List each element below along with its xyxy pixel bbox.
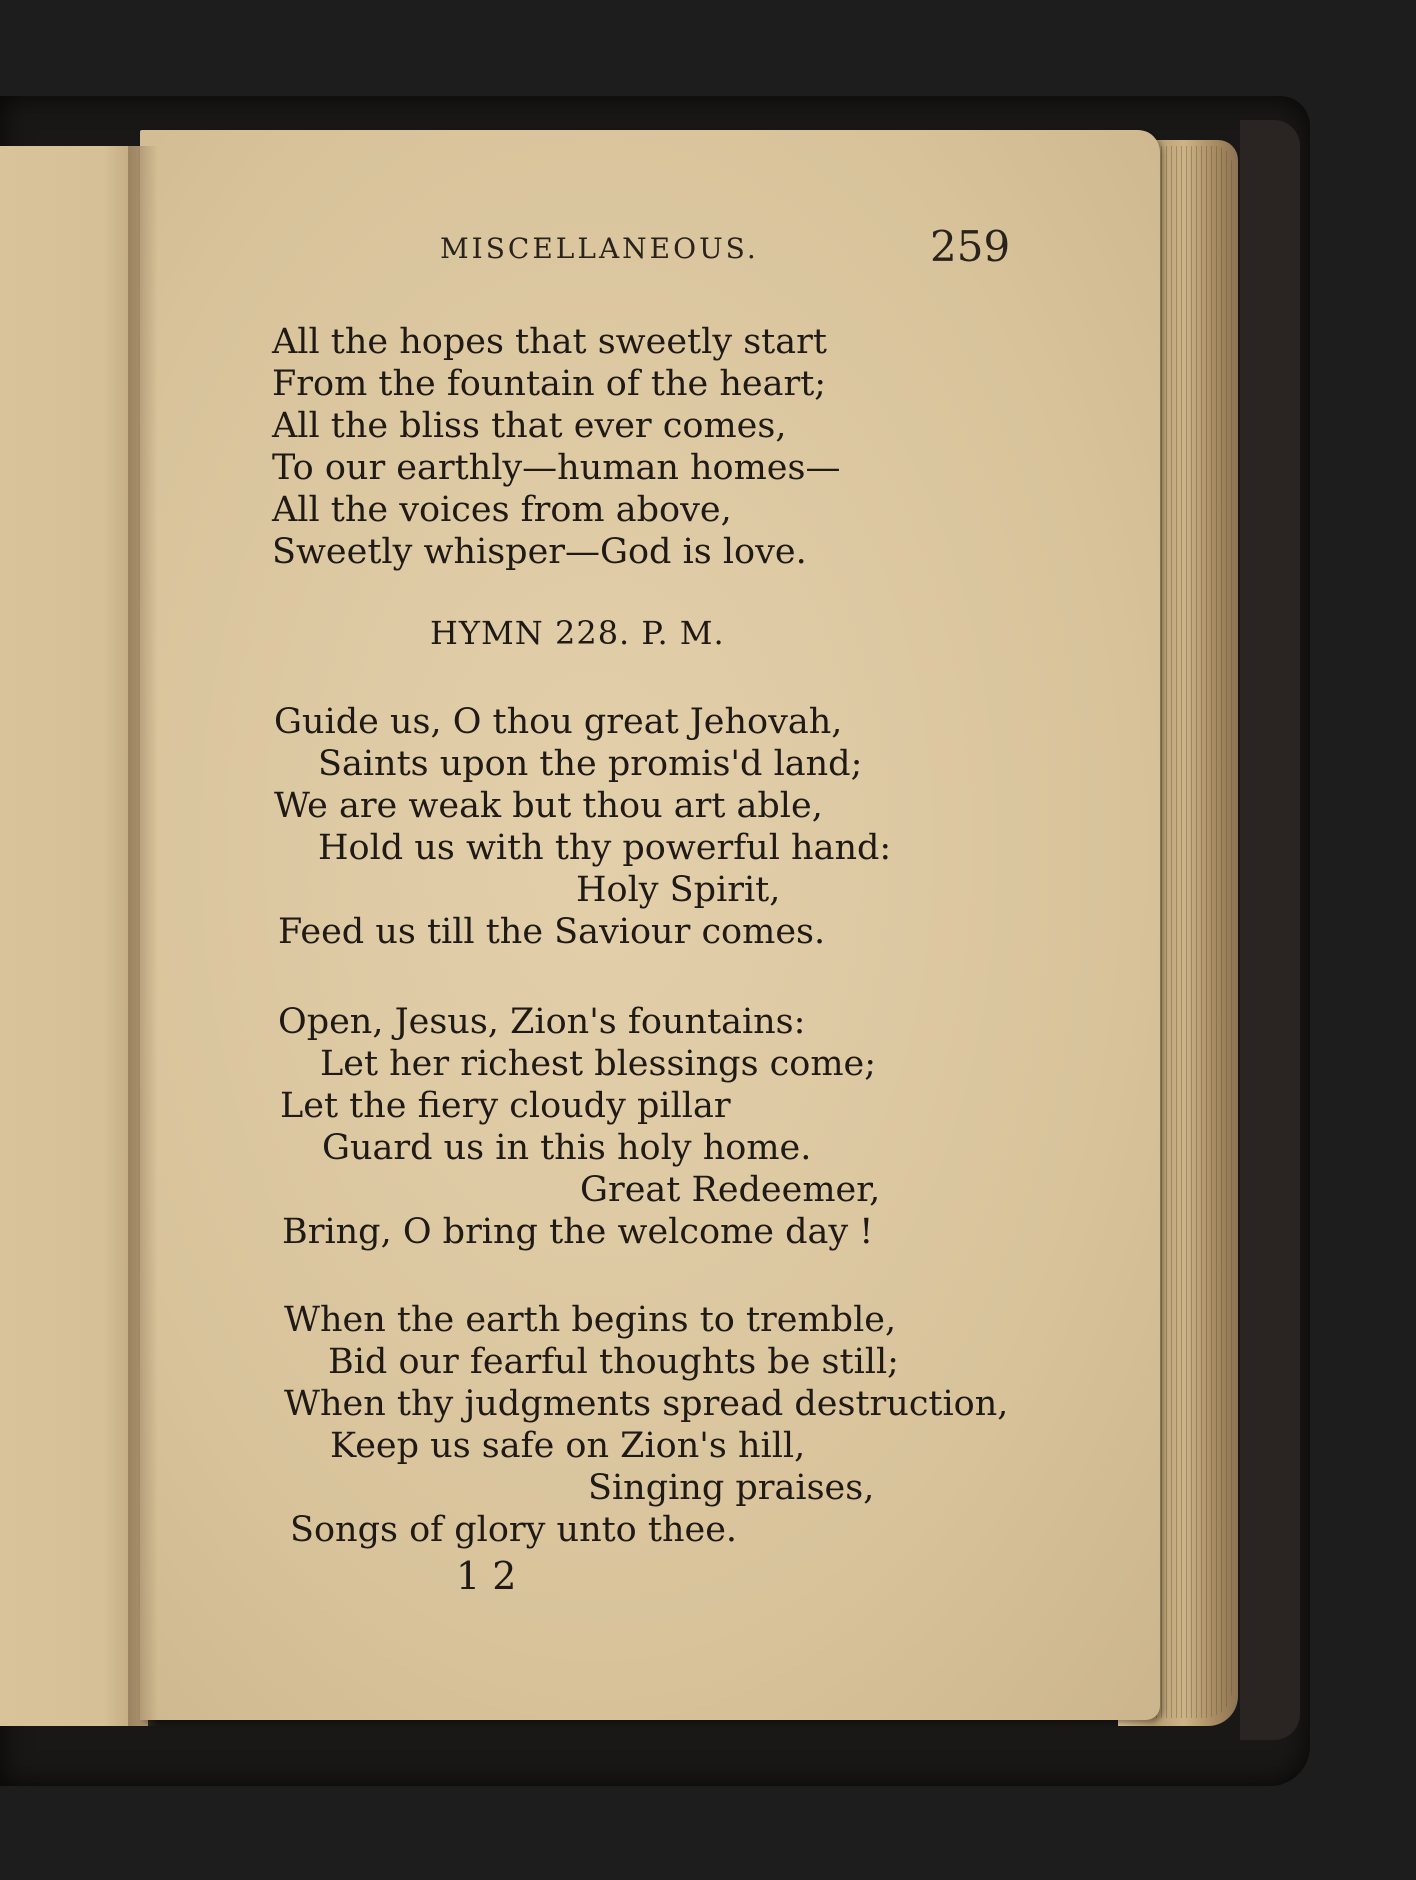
stanza-line: When the earth begins to tremble, [284, 1300, 897, 1340]
stanza-line: Bring, O bring the welcome day ! [282, 1212, 874, 1252]
stanza-line: Feed us till the Saviour comes. [278, 912, 826, 952]
stanza-line: Let the fiery cloudy pillar [280, 1086, 731, 1126]
book-spine-edge [1240, 120, 1300, 1740]
stanza-line: Songs of glory unto thee. [290, 1510, 738, 1550]
stanza-line: When thy judgments spread destruction, [284, 1384, 1009, 1424]
stanza-line: Singing praises, [588, 1468, 875, 1508]
running-header: MISCELLANEOUS. [440, 232, 759, 265]
stanza-line: Saints upon the promis'd land; [318, 744, 863, 784]
stanza-line: Let her richest blessings come; [320, 1044, 877, 1084]
intro-line: All the voices from above, [272, 490, 732, 530]
page-gutter-shadow [128, 146, 158, 1726]
stanza-line: Open, Jesus, Zion's fountains: [278, 1002, 806, 1042]
stanza-line: We are weak but thou art able, [274, 786, 823, 826]
intro-line: From the fountain of the heart; [272, 364, 827, 404]
stanza-line: Bid our fearful thoughts be still; [328, 1342, 899, 1382]
stanza-line: Great Redeemer, [580, 1170, 881, 1210]
intro-line: Sweetly whisper—God is love. [272, 532, 807, 572]
hymn-title: HYMN 228. P. M. [430, 614, 725, 652]
stanza-line: Keep us safe on Zion's hill, [330, 1426, 806, 1466]
page-number: 259 [930, 222, 1011, 271]
stanza-line: Guide us, O thou great Jehovah, [274, 702, 843, 742]
facing-page [0, 146, 148, 1726]
intro-line: To our earthly—human homes— [272, 448, 841, 488]
signature-mark: 1 2 [456, 1554, 517, 1598]
stanza-line: Holy Spirit, [576, 870, 781, 910]
stanza-line: Hold us with thy powerful hand: [318, 828, 892, 868]
intro-line: All the bliss that ever comes, [272, 406, 787, 446]
intro-line: All the hopes that sweetly start [272, 322, 827, 362]
stanza-line: Guard us in this holy home. [322, 1128, 812, 1168]
